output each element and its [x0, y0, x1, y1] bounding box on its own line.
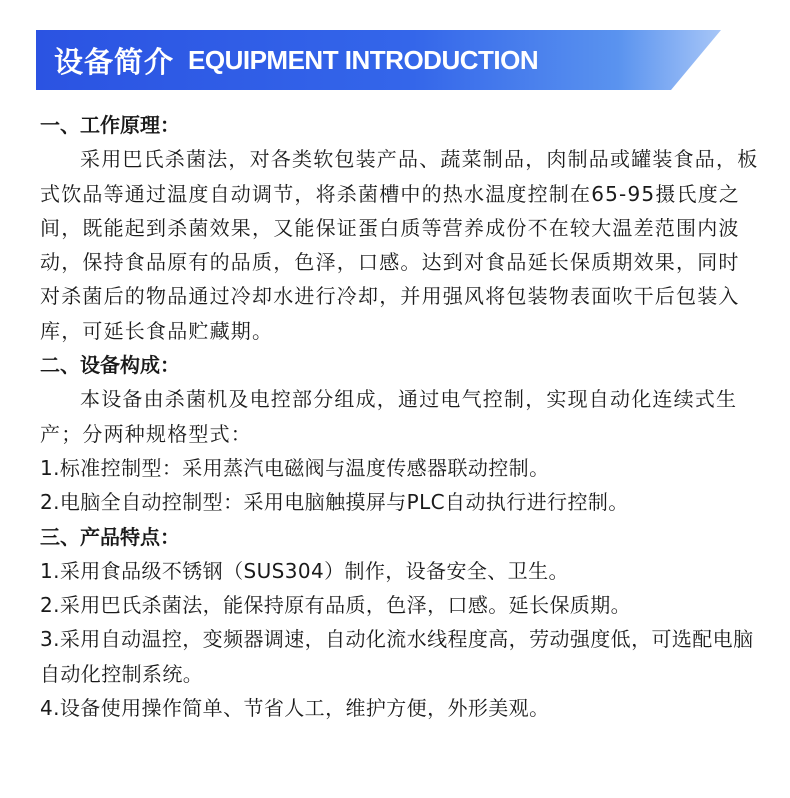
header-title-cn: 设备简介	[54, 44, 175, 79]
header-title-en: EQUIPMENT INTRODUCTION	[188, 44, 539, 75]
banner-title	[54, 30, 538, 90]
introduction-content	[40, 108, 760, 725]
principle-title: 一、工作原理：	[40, 113, 180, 137]
principle-body: 采用巴氏杀菌法，对各类软包装产品、蔬菜制品，肉制品或罐装食品，板式饮品等通过温度自动调节，将杀菌槽中的热水温度控制在65-95摄氏度之间，既能起到杀菌效果，又能保证蛋白质等营养成份不在较大温差范围内波动，保持食品原有的品质，色泽，口感。达到对食品延长保质期效果，同时对杀菌后的物品通过冷却水进行冷却，并用强风将包装物表面吹干后包装入库，可延长食品贮藏期。	[40, 147, 759, 343]
feature-item: 4.设备使用操作简单、节省人工，维护方便，外形美观。	[40, 696, 550, 721]
composition-item: 1.标准控制型：采用蒸汽电磁阀与温度传感器联动控制。	[40, 455, 550, 480]
section-header-banner	[36, 30, 721, 90]
feature-item: 3.采用自动温控，变频器调速，自动化流水线程度高，劳动强度低，可选配电脑自动化控制系统。	[40, 627, 754, 686]
feature-item: 1.采用食品级不锈钢（SUS304）制作，设备安全、卫生。	[40, 558, 569, 583]
feature-item: 2.采用巴氏杀菌法，能保持原有品质，色泽，口感。延长保质期。	[40, 593, 632, 618]
composition-title: 二、设备构成：	[40, 353, 180, 378]
composition-item: 2.电脑全自动控制型：采用电脑触摸屏与PLC自动执行进行控制。	[40, 490, 629, 515]
composition-body: 本设备由杀菌机及电控部分组成，通过电气控制，实现自动化连续式生产；分两种规格型式：	[40, 387, 738, 446]
features-title: 三、产品特点：	[40, 524, 180, 549]
